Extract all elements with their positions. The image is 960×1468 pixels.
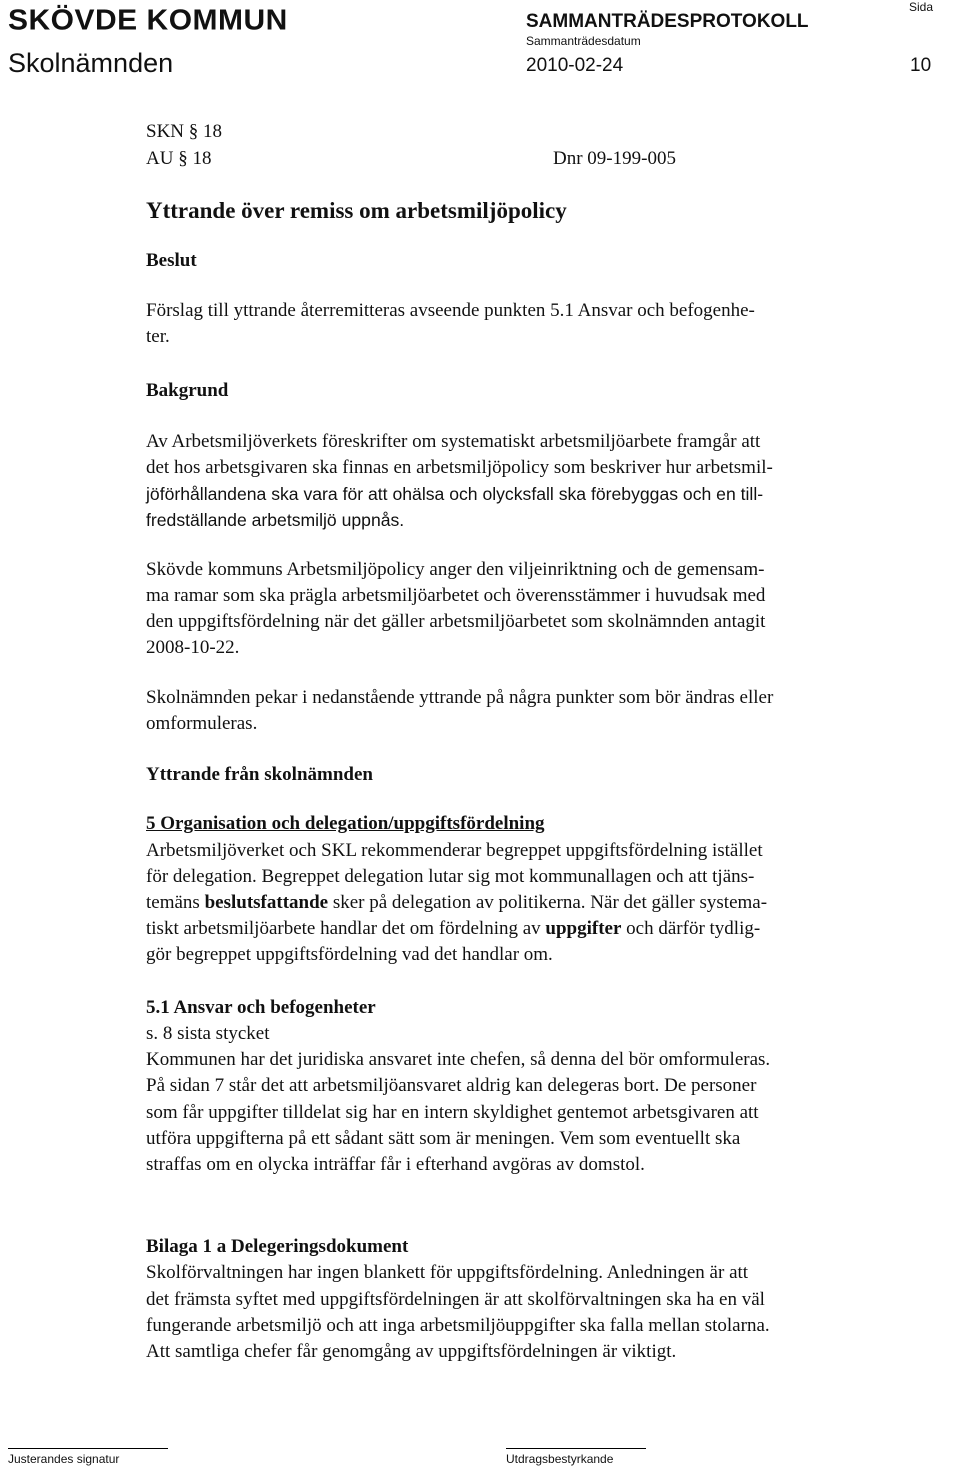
section-5-line bbox=[146, 916, 760, 942]
bakgrund-p1-line: Av Arbetsmiljöverkets föreskrifter om systematiskt arbetsmiljöarbete framgår att bbox=[146, 431, 761, 452]
section-5-1-line: utföra uppgifterna på ett sådant sätt som är meningen. Vem som eventuellt ska bbox=[146, 1128, 741, 1149]
text-run: temäns bbox=[146, 892, 205, 913]
bakgrund-p1-line: jöförhållandena ska vara för att ohälsa och olycksfall ska förebyggas och en till- bbox=[146, 484, 764, 504]
beslut-line: ter. bbox=[146, 326, 170, 347]
bakgrund-heading: Bakgrund bbox=[146, 380, 229, 401]
bilaga-line: Skolförvaltningen har ingen blankett för uppgiftsfördelning. Anledningen är att bbox=[146, 1262, 749, 1283]
bold-term: beslutsfattande bbox=[204, 892, 329, 913]
section-5-1-heading: 5.1 Ansvar och befogenheter bbox=[146, 997, 376, 1018]
meeting-date: 2010-02-24 bbox=[526, 55, 624, 76]
protocol-title: SAMMANTRÄDESPROTOKOLL bbox=[526, 11, 809, 32]
au-paragraph: AU § 18 bbox=[146, 148, 212, 169]
municipality-name: SKÖVDE KOMMUN bbox=[8, 4, 288, 37]
section-5-1-line: Kommunen har det juridiska ansvaret inte chefen, så denna del bör omformuleras. bbox=[146, 1049, 771, 1070]
bakgrund-p2-line: den uppgiftsfördelning när det gäller arbetsmiljöarbetet som skolnämnden antagit bbox=[146, 611, 766, 632]
extract-label: Utdragsbestyrkande bbox=[506, 1452, 614, 1466]
bilaga-line: fungerande arbetsmiljö och att inga arbetsmiljöuppgifter ska falla mellan stolarna. bbox=[146, 1315, 770, 1336]
bold-term: uppgifter bbox=[545, 918, 622, 939]
section-5-1-line: På sidan 7 står det att arbetsmiljöansvaret aldrig kan delegeras bort. De personer bbox=[146, 1075, 757, 1096]
document-title: Yttrande över remiss om arbetsmiljöpolicy bbox=[146, 198, 567, 223]
beslut-line: Förslag till yttrande återremitteras avseende punkten 5.1 Ansvar och befogenhe- bbox=[146, 300, 755, 321]
bilaga-line: det främsta syftet med uppgiftsfördelningen är att skolförvaltningen ska ha en väl bbox=[146, 1289, 765, 1310]
section-5-line bbox=[146, 890, 767, 916]
text-run: tiskt arbetsmiljöarbete handlar det om fördelning av bbox=[146, 918, 546, 939]
skn-paragraph: SKN § 18 bbox=[146, 121, 223, 142]
bakgrund-p2-line: Skövde kommuns Arbetsmiljöpolicy anger den viljeinriktning och de gemensam- bbox=[146, 559, 765, 580]
bakgrund-p2-line: 2008-10-22. bbox=[146, 637, 240, 658]
case-number: Dnr 09-199-005 bbox=[553, 148, 676, 169]
bakgrund-p3-line: omformuleras. bbox=[146, 713, 258, 734]
yttrande-heading: Yttrande från skolnämnden bbox=[146, 764, 373, 785]
section-5-1-line: straffas om en olycka inträffar får i efterhand avgöras av domstol. bbox=[146, 1154, 645, 1175]
text-run: sker på delegation av politikerna. När det gäller systema- bbox=[328, 892, 768, 913]
section-5-line: för delegation. Begreppet delegation lutar sig mot kommunallagen och att tjäns- bbox=[146, 866, 755, 887]
meeting-date-label: Sammanträdesdatum bbox=[526, 34, 641, 48]
bilaga-heading: Bilaga 1 a Delegeringsdokument bbox=[146, 1236, 409, 1257]
section-5-line: gör begreppet uppgiftsfördelning vad det handlar om. bbox=[146, 944, 553, 965]
text-run: och därför tydlig- bbox=[621, 918, 761, 939]
bakgrund-p2-line: ma ramar som ska prägla arbetsmiljöarbetet och överensstämmer i huvudsak med bbox=[146, 585, 766, 606]
signature-line bbox=[8, 1448, 168, 1449]
section-5-line: Arbetsmiljöverket och SKL rekommenderar begreppet uppgiftsfördelning istället bbox=[146, 840, 763, 861]
page-label: Sida bbox=[909, 0, 934, 14]
section-5-heading: 5 Organisation och delegation/uppgiftsfördelning bbox=[146, 813, 545, 834]
bilaga-line: Att samtliga chefer får genomgång av uppgiftsfördelningen är viktigt. bbox=[146, 1341, 677, 1362]
signature-label: Justerandes signatur bbox=[8, 1452, 120, 1466]
bakgrund-p1-line: fredställande arbetsmiljö uppnås. bbox=[146, 510, 405, 530]
extract-line bbox=[506, 1448, 646, 1449]
section-5-1-line: s. 8 sista stycket bbox=[146, 1023, 270, 1044]
page-number: 10 bbox=[910, 55, 932, 76]
bakgrund-p3-line: Skolnämnden pekar i nedanstående yttrande på några punkter som bör ändras eller bbox=[146, 687, 774, 708]
beslut-heading: Beslut bbox=[146, 250, 197, 271]
bakgrund-p1-line: det hos arbetsgivaren ska finnas en arbetsmiljöpolicy som beskriver hur arbetsmil- bbox=[146, 457, 773, 478]
section-5-1-line: som får uppgifter tilldelat sig har en intern skyldighet gentemot arbetsgivaren att bbox=[146, 1102, 759, 1123]
committee-name: Skolnämnden bbox=[8, 48, 174, 78]
